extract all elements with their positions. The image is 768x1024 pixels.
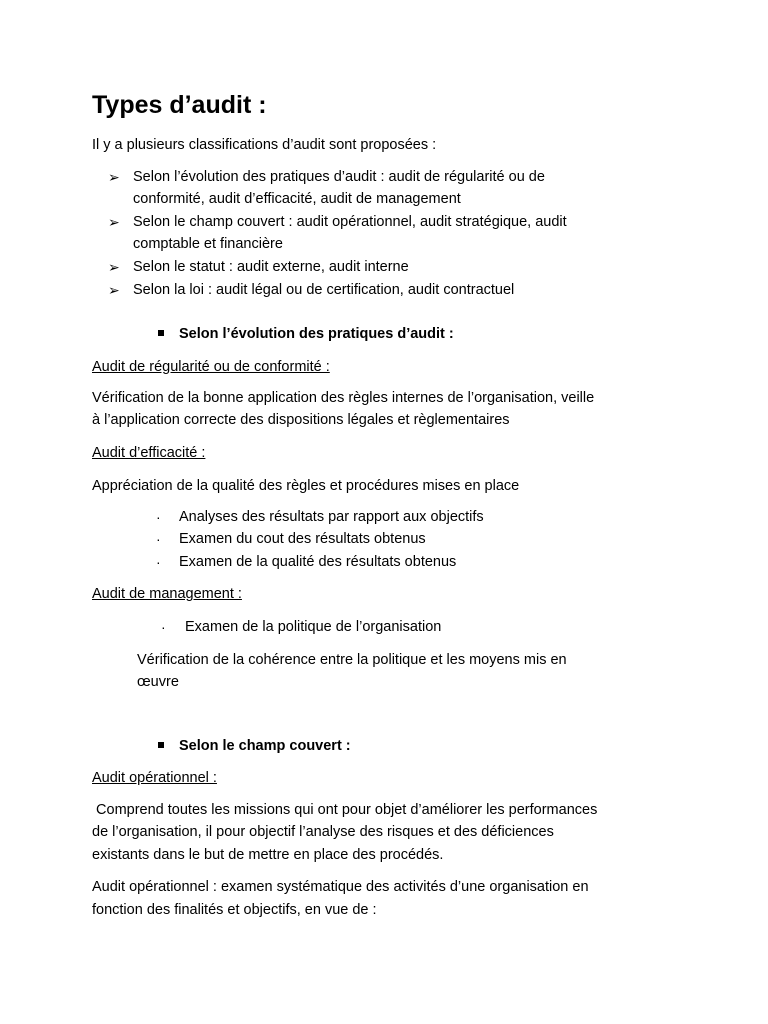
arrow-bullet-icon: ➢: [108, 259, 120, 275]
arrow-item-2-line-2: comptable et financière: [133, 236, 283, 252]
dot-bullet-icon: ·: [156, 509, 161, 525]
arrow-bullet-icon: ➢: [108, 282, 120, 298]
page-title: Types d’audit :: [92, 91, 267, 119]
efficacite-bullet-1: Analyses des résultats par rapport aux objectifs: [179, 509, 484, 525]
management-bullet: Examen de la politique de l’organisation: [185, 619, 442, 635]
efficacite-bullet-2: Examen du cout des résultats obtenus: [179, 531, 426, 547]
arrow-item-1-line-2: conformité, audit d’efficacité, audit de management: [133, 191, 461, 207]
intro-text: Il y a plusieurs classifications d’audit sont proposées :: [92, 137, 437, 153]
regularite-text-line-1: Vérification de la bonne application des règles internes de l’organisation, veille: [92, 390, 595, 406]
sub-heading-regularite: Audit de régularité ou de conformité :: [92, 359, 330, 375]
operationnel-para-2-line-1: Audit opérationnel : examen systématique des activités d’une organisation en: [92, 879, 589, 895]
regularite-text-line-2: à l’application correcte des dispositions légales et règlementaires: [92, 412, 510, 428]
operationnel-para-1-line-1: Comprend toutes les missions qui ont pour objet d’améliorer les performances: [92, 802, 598, 818]
operationnel-para-1-line-3: existants dans le but de mettre en place des procédés.: [92, 847, 444, 863]
square-bullet-icon: [158, 330, 164, 336]
arrow-bullet-icon: ➢: [108, 169, 120, 185]
arrow-item-2-line-1: Selon le champ couvert : audit opérationnel, audit stratégique, audit: [133, 214, 567, 230]
dot-bullet-icon: ·: [156, 531, 161, 547]
section-1-heading: Selon l’évolution des pratiques d’audit :: [179, 326, 454, 342]
section-2-heading: Selon le champ couvert :: [179, 738, 351, 754]
operationnel-para-2-line-2: fonction des finalités et objectifs, en vue de :: [92, 902, 377, 918]
square-bullet-icon: [158, 742, 164, 748]
arrow-item-4: Selon la loi : audit légal ou de certification, audit contractuel: [133, 282, 515, 298]
operationnel-para-1-line-2: de l’organisation, il pour objectif l’analyse des risques et des déficiences: [92, 824, 554, 840]
sub-heading-efficacite: Audit d’efficacité :: [92, 445, 206, 461]
sub-heading-management: Audit de management :: [92, 586, 242, 602]
dot-bullet-icon: ·: [161, 619, 166, 635]
dot-bullet-icon: ·: [156, 554, 161, 570]
arrow-item-1-line-1: Selon l’évolution des pratiques d’audit : audit de régularité ou de: [133, 169, 545, 185]
arrow-bullet-icon: ➢: [108, 214, 120, 230]
management-text-line-2: œuvre: [137, 674, 179, 690]
efficacite-text: Appréciation de la qualité des règles et procédures mises en place: [92, 478, 520, 494]
management-text-line-1: Vérification de la cohérence entre la politique et les moyens mis en: [137, 652, 567, 668]
sub-heading-operationnel: Audit opérationnel :: [92, 770, 217, 786]
efficacite-bullet-3: Examen de la qualité des résultats obtenus: [179, 554, 457, 570]
arrow-item-3: Selon le statut : audit externe, audit interne: [133, 259, 409, 275]
